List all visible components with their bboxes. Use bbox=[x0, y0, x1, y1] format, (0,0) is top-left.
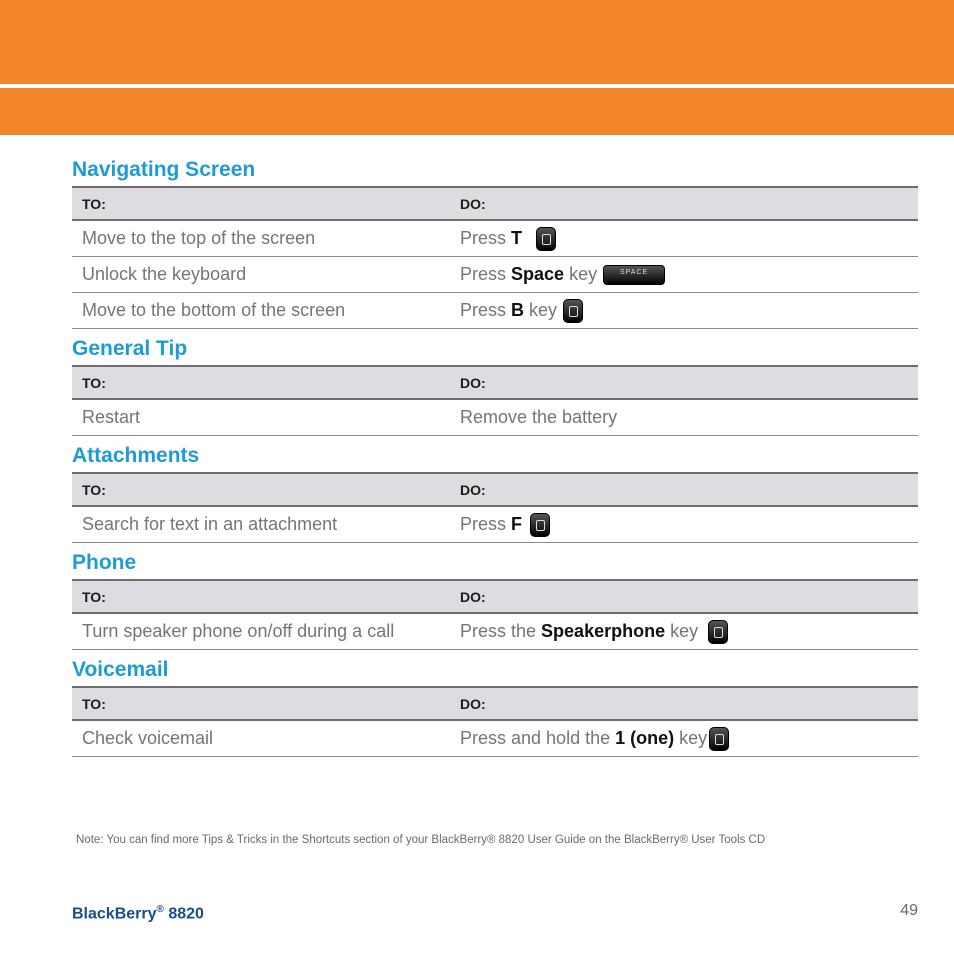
shortcut-table bbox=[72, 186, 918, 329]
footnote: Note: You can find more Tips & Tricks in the Shortcuts section of your BlackBerry® 8820 User Guide on the BlackBerry® User Tools CD bbox=[76, 834, 766, 846]
column-header-to: TO: bbox=[82, 195, 106, 212]
column-header-to: TO: bbox=[82, 695, 106, 712]
do-cell: Press and hold the 1 (one) key bbox=[450, 720, 918, 757]
to-cell: Unlock the keyboard bbox=[72, 257, 450, 293]
do-cell: Press T bbox=[450, 220, 918, 257]
table-header-row bbox=[72, 580, 918, 613]
section-title: Attachments bbox=[72, 444, 200, 467]
shortcut-table bbox=[72, 686, 918, 757]
do-cell: Remove the battery bbox=[450, 399, 918, 436]
do-cell: Press F bbox=[450, 506, 918, 543]
page-number: 49 bbox=[900, 902, 918, 919]
shortcut-table bbox=[72, 472, 918, 543]
table-row bbox=[72, 399, 918, 436]
footer-product-name: BlackBerry® 8820 bbox=[72, 904, 204, 923]
column-header-to: TO: bbox=[82, 374, 106, 391]
column-header-to: TO: bbox=[82, 588, 106, 605]
shortcut-table bbox=[72, 579, 918, 650]
b-key-icon bbox=[563, 299, 583, 323]
column-header-do: DO: bbox=[460, 588, 486, 605]
table-header-row bbox=[72, 473, 918, 506]
to-cell: Turn speaker phone on/off during a call bbox=[72, 613, 450, 650]
f-key-icon bbox=[530, 513, 550, 537]
to-cell: Check voicemail bbox=[72, 720, 450, 757]
do-cell: Press the Speakerphone key bbox=[450, 613, 918, 650]
speakerphone-key-icon bbox=[708, 620, 728, 644]
table-row bbox=[72, 613, 918, 650]
shortcut-table bbox=[72, 365, 918, 436]
column-header-do: DO: bbox=[460, 695, 486, 712]
column-header-to: TO: bbox=[82, 481, 106, 498]
section-title: Navigating Screen bbox=[72, 158, 256, 181]
to-cell: Move to the bottom of the screen bbox=[72, 293, 450, 329]
header-band-bottom bbox=[0, 88, 954, 135]
shortcut-tables bbox=[72, 150, 918, 757]
to-cell: Move to the top of the screen bbox=[72, 220, 450, 257]
table-row bbox=[72, 257, 918, 293]
do-cell: Press Space key SPACE bbox=[450, 257, 918, 293]
table-row bbox=[72, 293, 918, 329]
table-header-row bbox=[72, 366, 918, 399]
space-key-icon: SPACE bbox=[603, 265, 665, 285]
table-row bbox=[72, 506, 918, 543]
section-title: General Tip bbox=[72, 337, 188, 360]
table-row bbox=[72, 720, 918, 757]
t-key-icon bbox=[536, 227, 556, 251]
to-cell: Search for text in an attachment bbox=[72, 506, 450, 543]
one-key-icon bbox=[709, 727, 729, 751]
section-title: Phone bbox=[72, 551, 137, 574]
column-header-do: DO: bbox=[460, 195, 486, 212]
column-header-do: DO: bbox=[460, 374, 486, 391]
header-band-top bbox=[0, 0, 954, 84]
table-header-row bbox=[72, 187, 918, 220]
section-title: Voicemail bbox=[72, 658, 169, 681]
table-row bbox=[72, 220, 918, 257]
to-cell: Restart bbox=[72, 399, 450, 436]
table-header-row bbox=[72, 687, 918, 720]
do-cell: Press B key bbox=[450, 293, 918, 329]
column-header-do: DO: bbox=[460, 481, 486, 498]
